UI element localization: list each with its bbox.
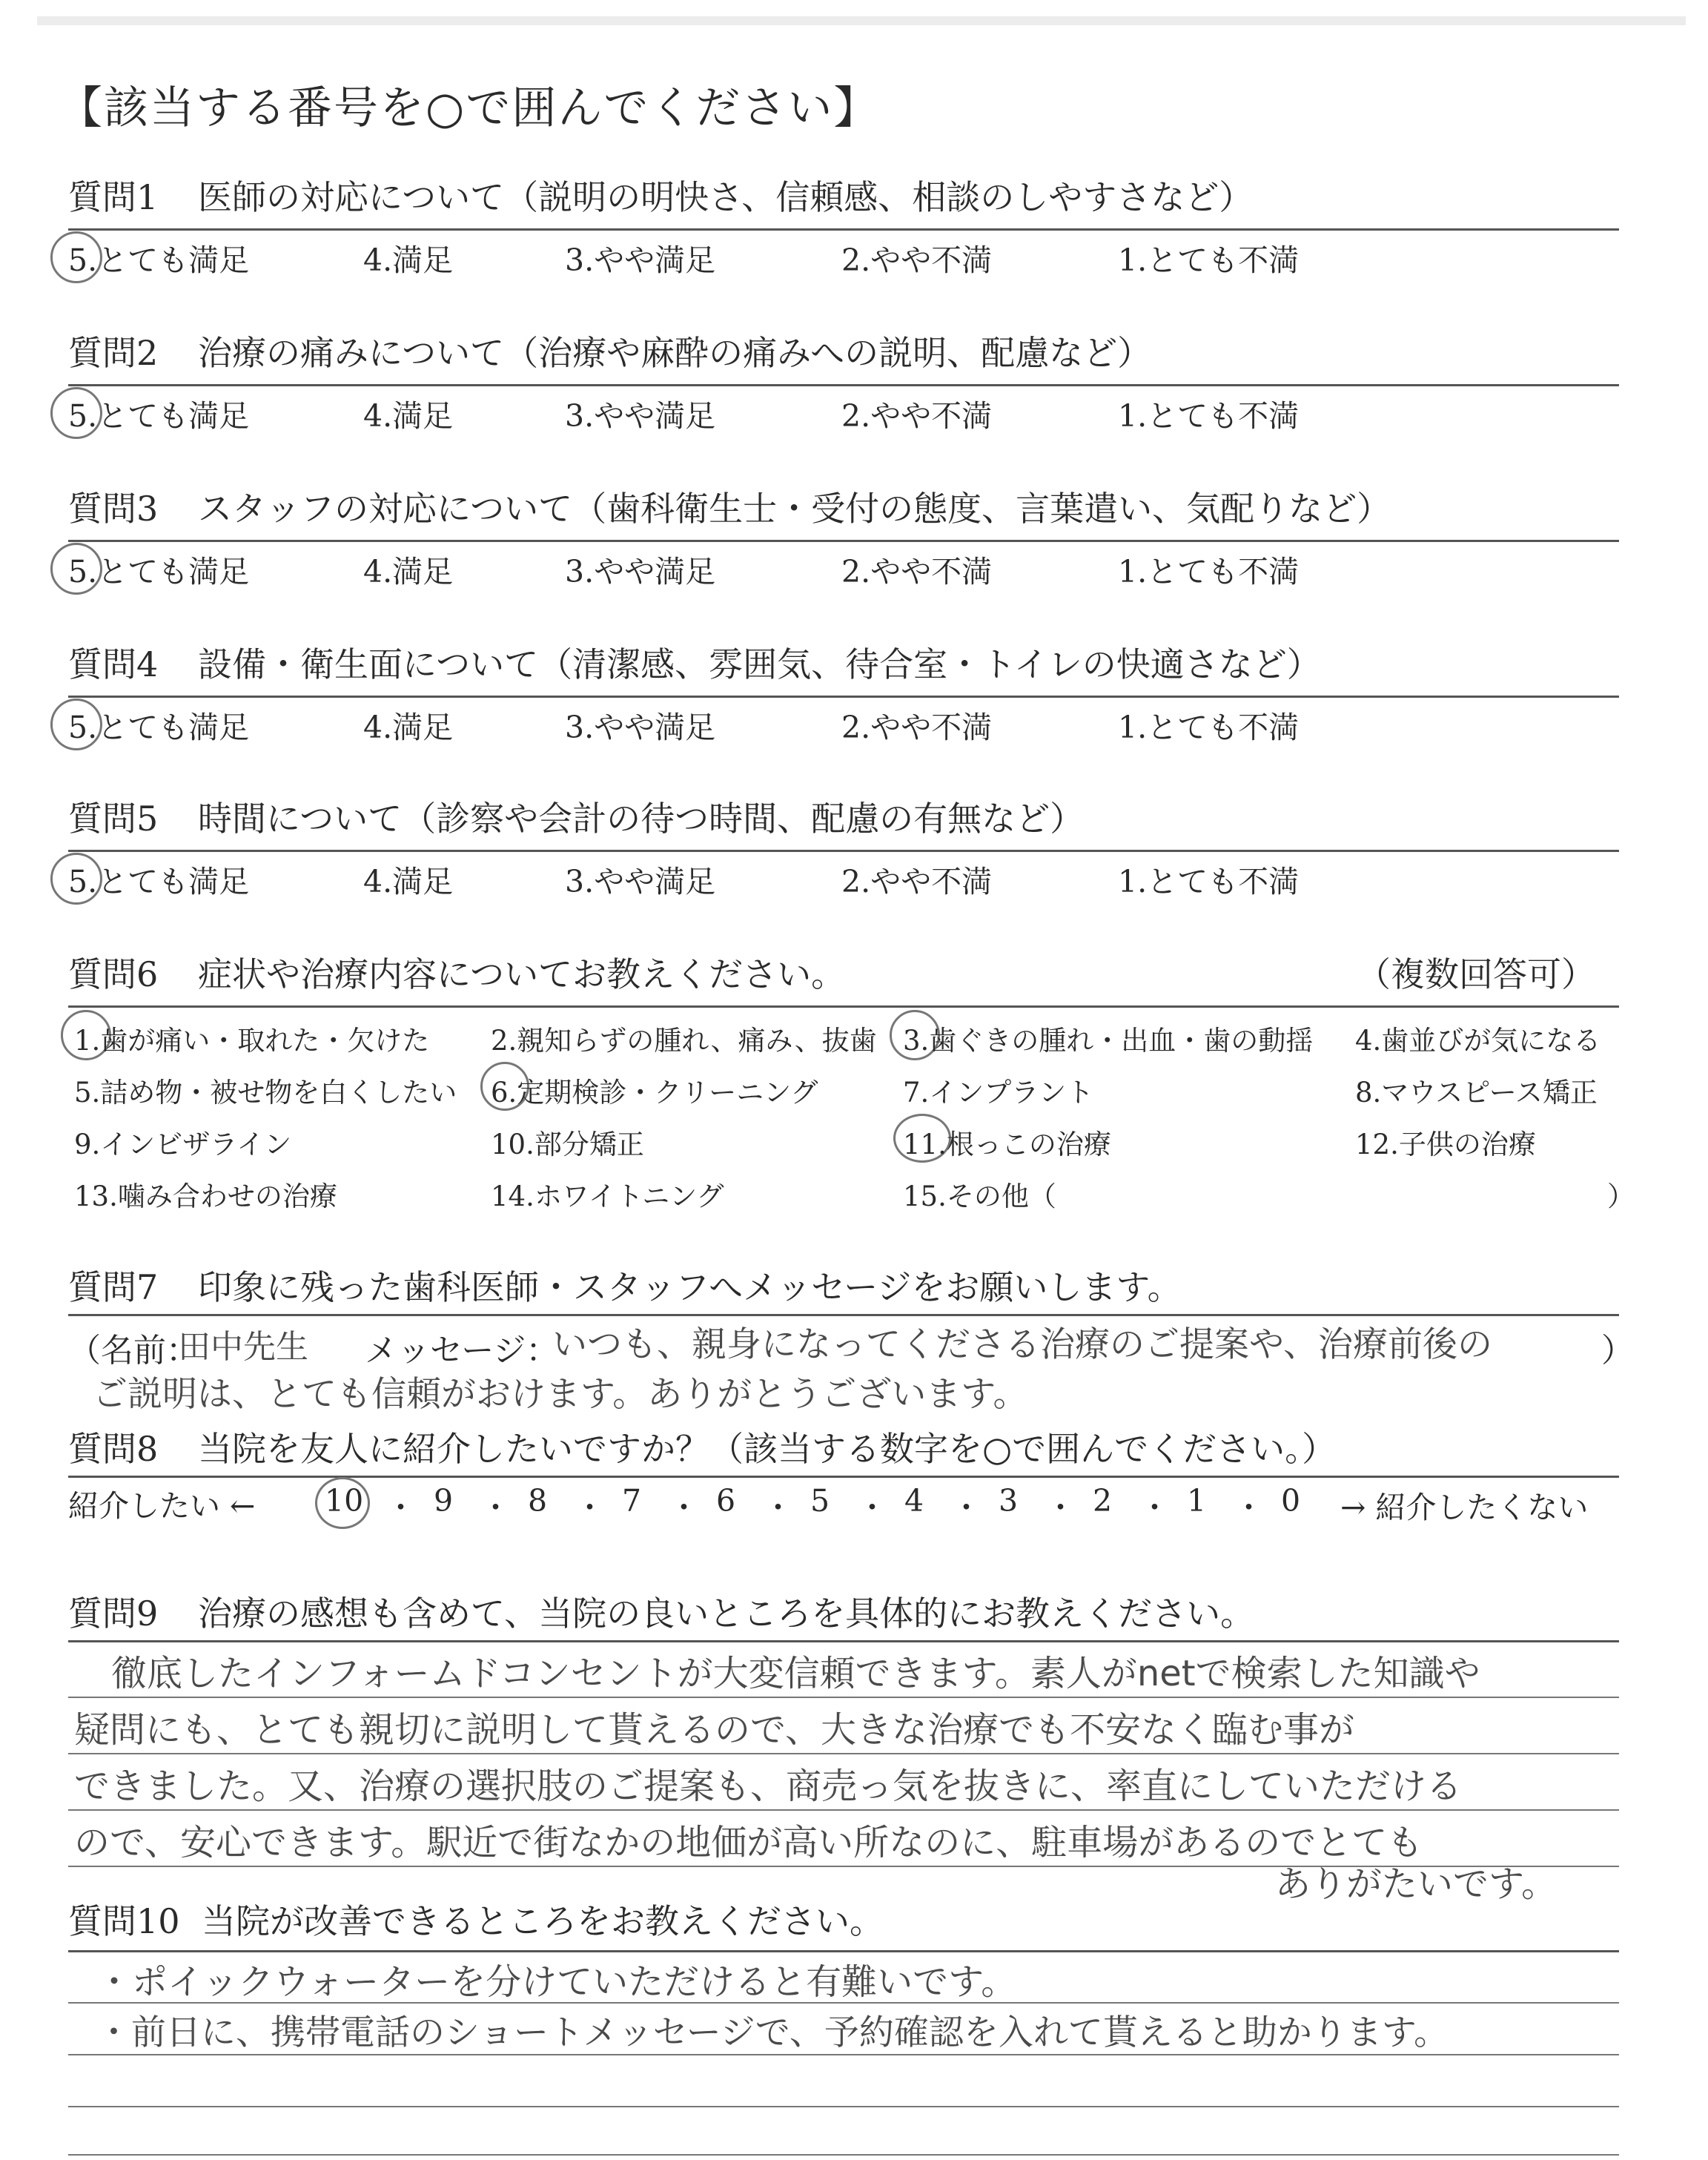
q8-text: 当院を友人に紹介したいですか？（該当する数字を○で囲んでください。） bbox=[198, 1429, 1337, 1469]
q6-note: （複数回答可） bbox=[1357, 954, 1595, 994]
q8-dot: ・ bbox=[1234, 1490, 1264, 1525]
q5-option-2[interactable]: 2.やや不満 bbox=[841, 864, 993, 899]
q8-scale-10[interactable]: 10 bbox=[325, 1483, 364, 1519]
q8-scale-5[interactable]: 5 bbox=[810, 1483, 830, 1519]
q10-answer-line-1[interactable]: ・ポイックウォーターを分けていただけると有難いです。 bbox=[96, 1961, 1017, 2003]
q6-item-4[interactable]: 4.歯並びが気になる bbox=[1355, 1025, 1601, 1057]
q8-rule bbox=[68, 1476, 1619, 1478]
q7-close-paren: ） bbox=[1601, 1332, 1634, 1370]
q2-option-4[interactable]: 4.満足 bbox=[363, 398, 454, 434]
q1-option-4[interactable]: 4.満足 bbox=[363, 242, 454, 278]
q6-item-14[interactable]: 14.ホワイトニング bbox=[491, 1180, 724, 1212]
q9-number: 質問9 bbox=[68, 1593, 159, 1634]
q9-rule bbox=[68, 1640, 1619, 1642]
q7-text: 印象に残った歯科医師・スタッフへメッセージをお願いします。 bbox=[198, 1267, 1182, 1307]
q8-scale-4[interactable]: 4 bbox=[904, 1483, 924, 1519]
q6-item-9[interactable]: 9.インビザライン bbox=[74, 1129, 292, 1160]
q5-text: 時間について（診察や会計の待つ時間、配慮の有無など） bbox=[198, 799, 1085, 839]
q2-rule bbox=[68, 384, 1619, 386]
q5-number: 質問5 bbox=[68, 799, 159, 839]
q6-item-7[interactable]: 7.インプラント bbox=[903, 1077, 1094, 1109]
page-title: 【該当する番号を○で囲んでください】 bbox=[58, 82, 880, 134]
q8-left-label: 紹介したい ← bbox=[68, 1488, 256, 1524]
q10-line-rule-4 bbox=[68, 2154, 1619, 2156]
q5-option-3[interactable]: 3.やや満足 bbox=[565, 864, 716, 899]
q2-option-2[interactable]: 2.やや不満 bbox=[841, 398, 993, 434]
q9-heading bbox=[68, 1587, 1254, 1636]
q1-heading bbox=[68, 171, 1253, 219]
q8-dot: ・ bbox=[480, 1490, 511, 1525]
q1-option-2[interactable]: 2.やや不満 bbox=[841, 242, 993, 278]
q10-line-rule-3 bbox=[68, 2106, 1619, 2107]
q2-number: 質問2 bbox=[68, 333, 159, 373]
q8-scale-3[interactable]: 3 bbox=[999, 1483, 1019, 1519]
q3-heading bbox=[68, 482, 1391, 531]
q9-answer-line-5[interactable]: ありがたいです。 bbox=[1275, 1863, 1558, 1905]
q8-dot: ・ bbox=[669, 1490, 699, 1525]
q5-rule bbox=[68, 850, 1619, 852]
q8-dot: ・ bbox=[857, 1490, 887, 1525]
q1-text: 医師の対応について（説明の明快さ、信頼感、相談のしやすさなど） bbox=[198, 177, 1254, 217]
q9-line-rule-2 bbox=[68, 1753, 1619, 1754]
q4-option-4[interactable]: 4.満足 bbox=[363, 710, 454, 745]
q1-option-3[interactable]: 3.やや満足 bbox=[565, 242, 716, 278]
q2-option-1[interactable]: 1.とても不満 bbox=[1118, 398, 1300, 434]
q3-number: 質問3 bbox=[68, 489, 159, 529]
q5-option-4[interactable]: 4.満足 bbox=[363, 864, 454, 899]
q7-message-line-2[interactable]: ご説明は、とても信頼がおけます。ありがとうございます。 bbox=[93, 1374, 1028, 1415]
q10-heading bbox=[68, 1895, 884, 1943]
q6-heading bbox=[68, 948, 845, 997]
q8-dot: ・ bbox=[1139, 1490, 1170, 1525]
q8-dot: ・ bbox=[763, 1490, 793, 1525]
q8-dot: ・ bbox=[1045, 1490, 1076, 1525]
q3-option-1[interactable]: 1.とても不満 bbox=[1118, 554, 1300, 589]
q4-rule bbox=[68, 696, 1619, 698]
q8-right-label: → 紹介したくない bbox=[1340, 1490, 1589, 1525]
q6-item-10[interactable]: 10.部分矯正 bbox=[491, 1129, 644, 1160]
q3-option-3[interactable]: 3.やや満足 bbox=[565, 554, 716, 589]
q8-scale-9[interactable]: 9 bbox=[434, 1483, 454, 1519]
q6-item-13[interactable]: 13.噛み合わせの治療 bbox=[74, 1180, 337, 1212]
q6-item-5[interactable]: 5.詰め物・被せ物を白くしたい bbox=[74, 1077, 457, 1109]
q6-text: 症状や治療内容についてお教えください。 bbox=[198, 954, 846, 994]
q8-heading bbox=[68, 1422, 1336, 1471]
q6-number: 質問6 bbox=[68, 954, 159, 994]
q10-number: 質問10 bbox=[68, 1901, 180, 1941]
q8-dot: ・ bbox=[385, 1490, 416, 1525]
q6-rule bbox=[68, 1005, 1619, 1008]
q8-scale-2[interactable]: 2 bbox=[1093, 1483, 1113, 1519]
q1-rule bbox=[68, 228, 1619, 231]
scan-top-band bbox=[37, 16, 1686, 25]
q4-number: 質問4 bbox=[68, 644, 159, 684]
q7-message-label: メッセージ： bbox=[365, 1332, 559, 1370]
q7-name-label: （名前： bbox=[68, 1332, 199, 1370]
q8-scale-0[interactable]: 0 bbox=[1281, 1483, 1301, 1519]
q3-text: スタッフの対応について（歯科衛生士・受付の態度、言葉遣い、気配りなど） bbox=[198, 489, 1391, 529]
q8-number: 質問8 bbox=[68, 1429, 159, 1469]
q9-answer-line-1[interactable]: 徹底したインフォームドコンセントが大変信頼できます。素人がnetで検索した知識や bbox=[111, 1653, 1480, 1694]
q6-item-12[interactable]: 12.子供の治療 bbox=[1355, 1129, 1536, 1160]
q6-item-8[interactable]: 8.マウスピース矯正 bbox=[1355, 1077, 1598, 1109]
q6-item-1[interactable]: 1.歯が痛い・取れた・欠けた bbox=[74, 1025, 430, 1057]
q7-number: 質問7 bbox=[68, 1267, 159, 1307]
q3-rule bbox=[68, 540, 1619, 542]
q9-answer-line-2[interactable]: 疑問にも、とても親切に説明して貰えるので、大きな治療でも不安なく臨む事が bbox=[74, 1709, 1355, 1751]
q8-scale-7[interactable]: 7 bbox=[622, 1483, 642, 1519]
q8-scale-6[interactable]: 6 bbox=[716, 1483, 736, 1519]
q8-scale-8[interactable]: 8 bbox=[528, 1483, 548, 1519]
q8-dot: ・ bbox=[575, 1490, 605, 1525]
q5-option-1[interactable]: 1.とても不満 bbox=[1118, 864, 1300, 899]
q5-option-5[interactable]: 5.とても満足 bbox=[68, 864, 250, 899]
q6-item-11[interactable]: 11.根っこの治療 bbox=[903, 1129, 1111, 1160]
q9-line-rule-1 bbox=[68, 1697, 1619, 1698]
q6-item-15[interactable]: 15.その他（ bbox=[903, 1180, 1056, 1212]
q9-answer-line-4[interactable]: ので、安心できます。駅近で街なかの地価が高い所なのに、駐車場があるのでとても bbox=[74, 1822, 1423, 1863]
q4-heading bbox=[68, 638, 1321, 687]
q10-text: 当院が改善できるところをお教えください。 bbox=[202, 1901, 884, 1941]
q5-heading bbox=[68, 792, 1084, 841]
q7-message-line-1[interactable]: いつも、親身になってくださる治療のご提案や、治療前後の bbox=[552, 1324, 1493, 1365]
q6-item-6[interactable]: 6.定期検診・クリーニング bbox=[491, 1077, 818, 1109]
q4-option-1[interactable]: 1.とても不満 bbox=[1118, 710, 1300, 745]
q1-number: 質問1 bbox=[68, 177, 159, 217]
q7-heading bbox=[68, 1261, 1182, 1309]
q6-item-2[interactable]: 2.親知らずの腫れ、痛み、抜歯 bbox=[491, 1025, 877, 1057]
q9-answer-line-3[interactable]: できました。又、治療の選択肢のご提案も、商売っ気を抜きに、率直にしていただける bbox=[74, 1766, 1463, 1807]
q10-answer-line-2[interactable]: ・前日に、携帯電話のショートメッセージで、予約確認を入れて貰えると助かります。 bbox=[96, 2012, 1449, 2053]
q4-text: 設備・衛生面について（清潔感、雰囲気、待合室・トイレの快適さなど） bbox=[198, 644, 1321, 684]
q3-option-2[interactable]: 2.やや不満 bbox=[841, 554, 993, 589]
q4-option-2[interactable]: 2.やや不満 bbox=[841, 710, 993, 745]
q6-item-3[interactable]: 3.歯ぐきの腫れ・出血・歯の動揺 bbox=[903, 1025, 1314, 1057]
q1-option-5[interactable]: 5.とても満足 bbox=[68, 242, 250, 278]
q4-option-3[interactable]: 3.やや満足 bbox=[565, 710, 716, 745]
q10-rule bbox=[68, 1950, 1619, 1952]
q2-text: 治療の痛みについて（治療や麻酔の痛みへの説明、配慮など） bbox=[198, 333, 1152, 373]
q7-rule bbox=[68, 1314, 1619, 1316]
q2-heading bbox=[68, 326, 1151, 375]
q3-option-4[interactable]: 4.満足 bbox=[363, 554, 454, 589]
q3-option-5[interactable]: 5.とても満足 bbox=[68, 554, 250, 589]
q6-item-15-close: ） bbox=[1607, 1180, 1635, 1212]
q4-option-5[interactable]: 5.とても満足 bbox=[68, 710, 250, 745]
q8-dot: ・ bbox=[951, 1490, 982, 1525]
q8-scale-1[interactable]: 1 bbox=[1187, 1483, 1207, 1519]
q9-text: 治療の感想も含めて、当院の良いところを具体的にお教えください。 bbox=[198, 1593, 1255, 1634]
q2-option-3[interactable]: 3.やや満足 bbox=[565, 398, 716, 434]
q7-name-value[interactable]: 田中先生 bbox=[178, 1328, 308, 1366]
q9-line-rule-3 bbox=[68, 1809, 1619, 1811]
q1-option-1[interactable]: 1.とても不満 bbox=[1118, 242, 1300, 278]
q2-option-5[interactable]: 5.とても満足 bbox=[68, 398, 250, 434]
